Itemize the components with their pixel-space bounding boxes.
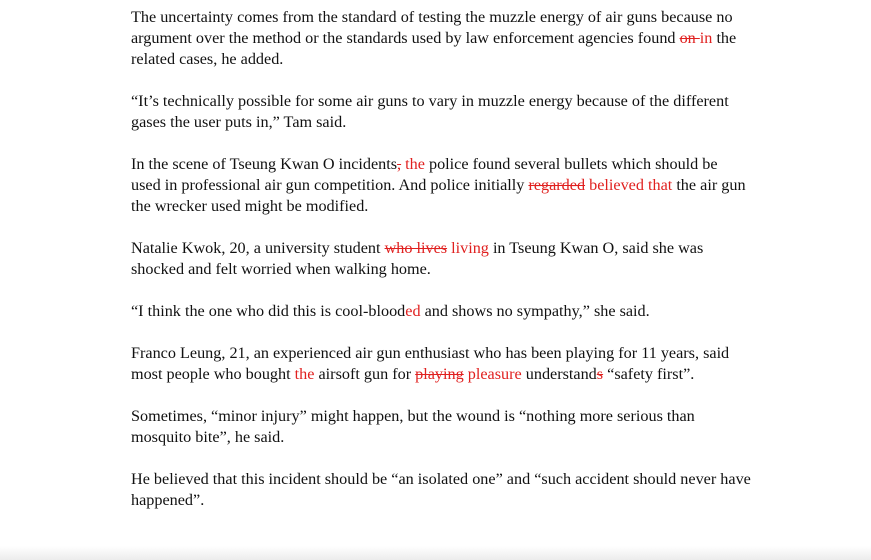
inserted-text: the	[294, 365, 315, 383]
inserted-text: living	[451, 239, 489, 257]
paragraph-text: and shows no sympathy,” she said.	[420, 302, 650, 320]
paragraph	[131, 154, 751, 217]
paragraph-text: “safety first”.	[603, 365, 695, 383]
deleted-text: s	[596, 365, 604, 383]
paragraph-text: He believed that this incident should be “an isolated one” and “such accident should never have happened”.	[131, 470, 751, 509]
deleted-text: on	[679, 29, 700, 47]
inserted-text: in	[699, 29, 713, 47]
paragraph-text: the air gun the wrecker used might be modified.	[131, 176, 746, 215]
paragraph-text: In the scene of Tseung Kwan O incidents	[131, 155, 398, 173]
inserted-text: believed that	[589, 176, 673, 194]
paragraph-text: airsoft gun for	[314, 365, 416, 383]
paragraph	[131, 7, 751, 70]
paragraph-text: in Tseung Kwan O, said she was shocked and felt worried when walking home.	[131, 239, 704, 278]
inserted-text: ed	[405, 302, 421, 320]
paragraph	[131, 406, 751, 448]
paragraph	[131, 301, 751, 322]
inserted-text: the	[405, 155, 425, 173]
paragraph	[131, 469, 751, 511]
paragraph-text: understand	[521, 365, 597, 383]
deleted-text: who lives	[384, 239, 448, 257]
document-page	[131, 7, 751, 532]
deleted-text: regarded	[528, 176, 586, 194]
paragraph-text: “It’s technically possible for some air guns to vary in muzzle energy because of the different gases the user puts in,” Tam said.	[131, 92, 729, 131]
paragraph-text: Sometimes, “minor injury” might happen, but the wound is “nothing more serious than mosquito bite”, he said.	[131, 407, 695, 446]
inserted-text: pleasure	[467, 365, 522, 383]
window-bottom-edge	[0, 546, 871, 560]
paragraph	[131, 91, 751, 133]
paragraph-text: the related cases, he added.	[131, 29, 737, 68]
paragraph-text: “I think the one who did this is cool-blood	[131, 302, 406, 320]
deleted-text: ,	[397, 155, 402, 173]
paragraph-text: Franco Leung, 21, an experienced air gun enthusiast who has been playing for 11 years, said most people who bought	[131, 344, 730, 383]
deleted-text: playing	[415, 365, 464, 383]
paragraph	[131, 343, 751, 385]
paragraph	[131, 238, 751, 280]
paragraph-text: The uncertainty comes from the standard of testing the muzzle energy of air guns because no argument over the method or the standards used by law enforcement agencies found	[131, 8, 733, 47]
paragraph-text: Natalie Kwok, 20, a university student	[131, 239, 385, 257]
paragraph-text: police found several bullets which should be used in professional air gun competition. And police initially	[131, 155, 718, 194]
